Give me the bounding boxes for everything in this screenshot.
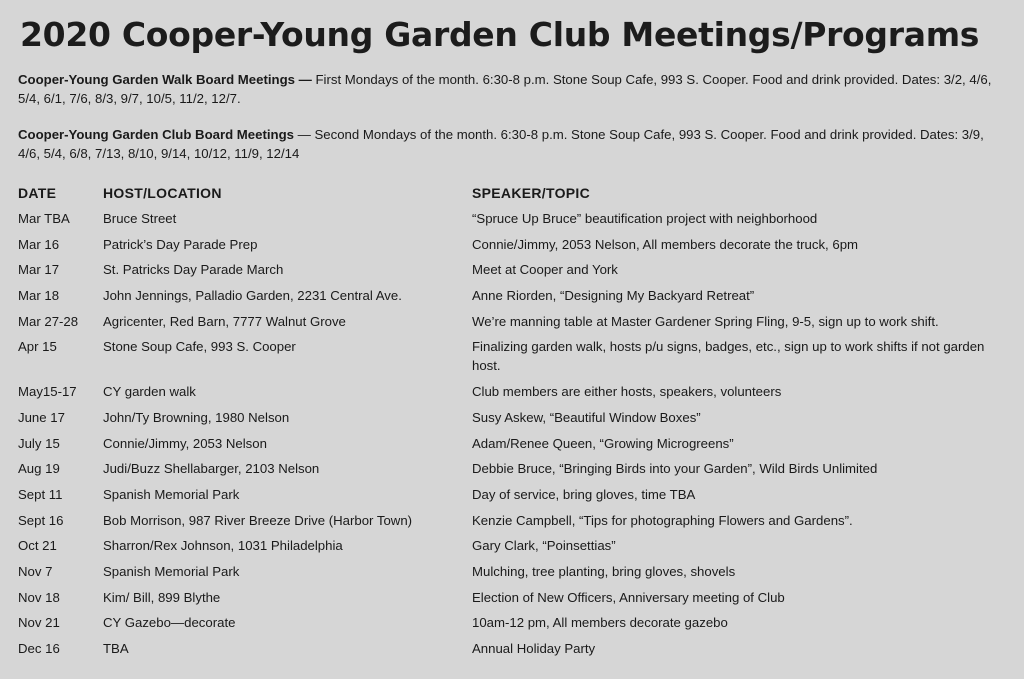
speaker-topic-column-header: SPEAKER/TOPIC [472, 185, 590, 201]
row-date: Sept 11 [18, 486, 63, 502]
page-title: 2020 Cooper-Young Garden Club Meetings/Programs [20, 15, 980, 54]
table-row [18, 536, 1008, 555]
row-date: Mar TBA [18, 211, 70, 226]
table-row [18, 235, 1008, 254]
date-column-header: DATE [18, 185, 57, 201]
row-speaker-topic: Susy Askew, “Beautiful Window Boxes” [472, 409, 701, 425]
table-row [18, 260, 1008, 279]
table-row [18, 434, 1008, 453]
schedule-table [18, 184, 1008, 665]
row-speaker-topic: Day of service, bring gloves, time TBA [472, 486, 696, 502]
row-host-location: Stone Soup Cafe, 993 S. Cooper [103, 339, 296, 355]
table-row [18, 286, 1008, 305]
table-row [18, 562, 1008, 581]
row-host-location: Spanish Memorial Park [103, 563, 240, 579]
table-row [18, 485, 1008, 504]
row-date: Mar 18 [18, 288, 60, 304]
row-date: Mar 16 [18, 236, 60, 252]
row-date: Mar 27-28 [18, 313, 79, 329]
row-date: Sept 16 [18, 512, 64, 528]
row-host-location: St. Patricks Day Parade March [103, 262, 284, 278]
table-row [18, 613, 1008, 632]
row-date: July 15 [18, 435, 60, 451]
row-speaker-topic: Club members are either hosts, speakers, volunteers [472, 384, 782, 400]
row-speaker-topic: Kenzie Campbell, “Tips for photographing Flowers and Gardens”. [472, 512, 853, 528]
table-row [18, 209, 1008, 228]
row-speaker-topic: “Spruce Up Bruce” beautification project with neighborhood [472, 211, 818, 226]
row-host-location: Spanish Memorial Park [103, 486, 240, 502]
row-host-location: John Jennings, Palladio Garden, 2231 Central Ave. [103, 288, 402, 304]
table-row [18, 408, 1008, 427]
row-date: May15-17 [18, 384, 77, 400]
row-date: Aug 19 [18, 461, 60, 477]
row-speaker-topic: Election of New Officers, Anniversary meeting of Club [472, 589, 785, 605]
row-speaker-topic: Debbie Bruce, “Bringing Birds into your Garden”, Wild Birds Unlimited [472, 461, 878, 477]
row-host-location: Judi/Buzz Shellabarger, 2103 Nelson [103, 461, 320, 477]
walk-board-meetings-details: First Mondays of the month. 6:30-8 p.m. Stone Soup Cafe, 993 S. Cooper. Food and drink provided. Dates: 3/2, 4/6, 5/4, 6/1, 7/6, 8/3, 9/7, 10/5, 11/2, 12/7. [18, 72, 992, 106]
row-date: Nov 21 [18, 615, 60, 631]
row-host-location: CY Gazebo—decorate [103, 615, 236, 631]
row-date: Oct 21 [18, 538, 57, 554]
row-date: June 17 [18, 409, 65, 425]
row-host-location: Bob Morrison, 987 River Breeze Drive (Harbor Town) [103, 512, 413, 528]
row-host-location: TBA [103, 641, 129, 656]
row-host-location: John/Ty Browning, 1980 Nelson [103, 409, 290, 425]
row-speaker-topic: Anne Riorden, “Designing My Backyard Retreat” [472, 288, 755, 304]
table-row [18, 312, 1008, 331]
host-location-column-header: HOST/LOCATION [103, 185, 222, 201]
row-host-location: CY garden walk [103, 384, 196, 400]
row-date: Mar 17 [18, 262, 60, 278]
row-host-location: Patrick’s Day Parade Prep [103, 236, 258, 252]
row-date: Nov 7 [18, 563, 53, 579]
table-row [18, 459, 1008, 478]
row-host-location: Kim/ Bill, 899 Blythe [103, 589, 221, 605]
row-speaker-topic: Adam/Renee Queen, “Growing Microgreens” [472, 435, 734, 451]
row-speaker-topic: Connie/Jimmy, 2053 Nelson, All members decorate the truck, 6pm [472, 236, 859, 252]
table-row [18, 382, 1008, 401]
club-board-meetings-heading: Cooper-Young Garden Club Board Meetings [18, 127, 294, 142]
row-date: Apr 15 [18, 339, 57, 355]
table-row [18, 588, 1008, 607]
row-host-location: Connie/Jimmy, 2053 Nelson [103, 435, 267, 451]
club-board-meetings-paragraph [18, 125, 1006, 163]
row-speaker-topic: We’re manning table at Master Gardener Spring Fling, 9-5, sign up to work shift. [472, 313, 939, 329]
table-body [18, 209, 1008, 658]
row-speaker-topic: Meet at Cooper and York [472, 262, 618, 278]
walk-board-meetings-heading: Cooper-Young Garden Walk Board Meetings — [18, 72, 312, 87]
row-speaker-topic: Finalizing garden walk, hosts p/u signs, badges, etc., sign up to work shifts if not garden host. [472, 339, 985, 374]
club-board-meetings-details: — Second Mondays of the month. 6:30-8 p.m. Stone Soup Cafe, 993 S. Cooper. Food and drink provided. Dates: 3/9, 4/6, 5/4, 6/8, 7/13, 8/10, 9/14, 10/12, 11/9, 12/14 [18, 127, 984, 161]
row-date: Dec 16 [18, 641, 60, 656]
row-date: Nov 18 [18, 589, 60, 605]
table-header-row [18, 184, 1008, 203]
table-row [18, 639, 1008, 658]
table-row [18, 511, 1008, 530]
row-host-location: Sharron/Rex Johnson, 1031 Philadelphia [103, 538, 343, 554]
row-host-location: Agricenter, Red Barn, 7777 Walnut Grove [103, 313, 346, 329]
row-host-location: Bruce Street [103, 211, 177, 226]
row-speaker-topic: 10am-12 pm, All members decorate gazebo [472, 615, 728, 631]
walk-board-meetings-paragraph [18, 70, 1006, 108]
row-speaker-topic: Annual Holiday Party [472, 641, 596, 656]
table-row [18, 337, 1008, 375]
row-speaker-topic: Mulching, tree planting, bring gloves, shovels [472, 563, 736, 579]
row-speaker-topic: Gary Clark, “Poinsettias” [472, 538, 616, 554]
